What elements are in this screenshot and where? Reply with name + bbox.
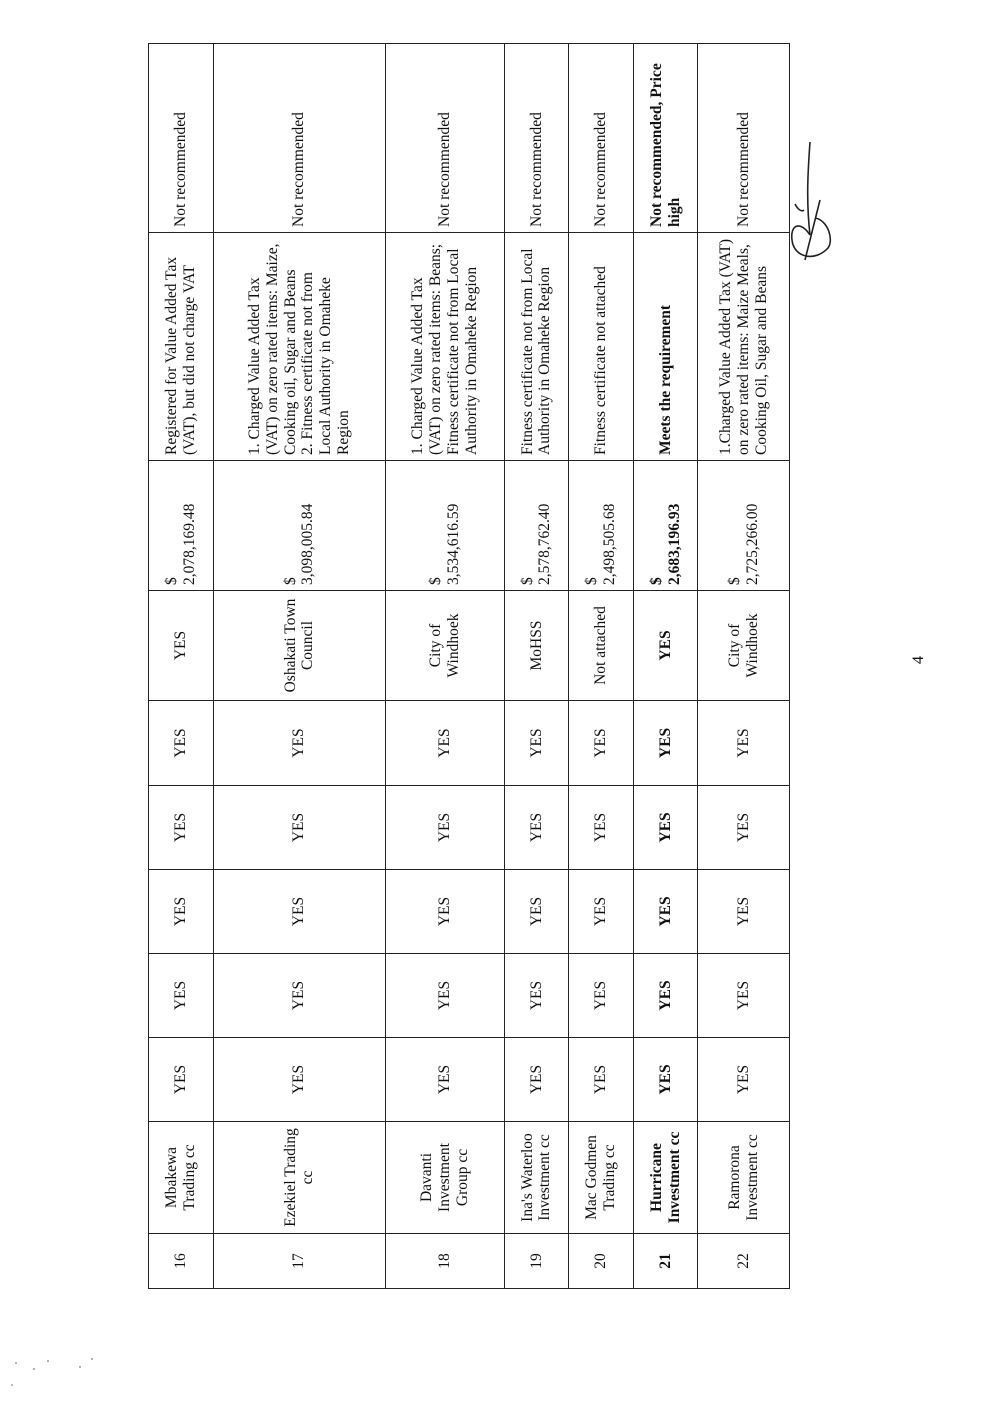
recommendation-cell: Not recommended	[504, 44, 569, 233]
bid-amount-cell	[569, 461, 634, 591]
criterion-5-cell: YES	[504, 701, 569, 786]
criterion-1-cell: YES	[386, 1038, 505, 1122]
table-row	[569, 44, 634, 1289]
company-name-cell: Mbakewa Trading cc	[149, 1122, 214, 1234]
amount-value: 3,098,005.84	[299, 503, 317, 585]
criterion-1-cell: YES	[149, 1038, 214, 1122]
criterion-3-cell: YES	[386, 870, 505, 954]
recommendation-cell: Not recommended	[213, 44, 386, 233]
bid-amount-cell	[633, 461, 698, 591]
bid-evaluation-table	[148, 43, 790, 1289]
recommendation-cell: Not recommended, Price high	[633, 44, 698, 233]
currency-symbol: $	[518, 577, 536, 585]
amount-value: 3,534,616.59	[444, 503, 462, 585]
row-number-cell: 19	[504, 1234, 569, 1289]
remarks-line: 1. Charged Value Added Tax (VAT) on zero rated items: Beans; Fitness certificate not from Local Authority in Omaheke Region	[409, 243, 480, 455]
fitness-certificate-cell: Not attached	[569, 591, 634, 701]
currency-symbol: $	[725, 577, 743, 585]
row-number-cell: 17	[213, 1234, 386, 1289]
company-name-cell: Davanti Investment Group cc	[386, 1122, 505, 1234]
company-name-cell: Ezekiel Trading cc	[213, 1122, 386, 1234]
bid-amount-cell	[149, 461, 214, 591]
remarks-line: Fitness certificate not attached	[592, 266, 610, 455]
remarks-cell	[213, 233, 386, 461]
recommendation-cell: Not recommended	[149, 44, 214, 233]
criterion-3-cell: YES	[149, 870, 214, 954]
row-number-cell: 16	[149, 1234, 214, 1289]
criterion-4-cell: YES	[213, 786, 386, 870]
bid-amount-cell	[698, 461, 790, 591]
criterion-4-cell: YES	[698, 786, 790, 870]
currency-symbol: $	[583, 577, 601, 585]
fitness-certificate-cell: Oshakati Town Council	[213, 591, 386, 701]
criterion-4-cell: YES	[149, 786, 214, 870]
criterion-4-cell: YES	[569, 786, 634, 870]
criterion-5-cell: YES	[149, 701, 214, 786]
row-number-cell: 21	[633, 1234, 698, 1289]
criterion-3-cell: YES	[213, 870, 386, 954]
company-name-cell: Ina's Waterloo Investment cc	[504, 1122, 569, 1234]
criterion-2-cell: YES	[633, 954, 698, 1038]
criterion-4-cell: YES	[386, 786, 505, 870]
scan-specks	[0, 1355, 120, 1405]
remarks-cell	[149, 233, 214, 461]
bid-amount-cell	[386, 461, 505, 591]
amount-value: 2,078,169.48	[180, 503, 198, 585]
recommendation-cell: Not recommended	[386, 44, 505, 233]
table-row	[149, 44, 214, 1289]
criterion-2-cell: YES	[213, 954, 386, 1038]
currency-symbol: $	[162, 577, 180, 585]
fitness-certificate-cell: YES	[149, 591, 214, 701]
remarks-cell	[569, 233, 634, 461]
criterion-3-cell: YES	[569, 870, 634, 954]
criterion-2-cell: YES	[386, 954, 505, 1038]
remarks-line: Meets the requirement	[656, 304, 674, 455]
criterion-1-cell: YES	[504, 1038, 569, 1122]
criterion-5-cell: YES	[633, 701, 698, 786]
criterion-3-cell: YES	[633, 870, 698, 954]
currency-symbol: $	[281, 577, 299, 585]
criterion-5-cell: YES	[213, 701, 386, 786]
remarks-line: 2. Fitness certificate not from Local Authority in Omaheke Region	[299, 272, 352, 455]
recommendation-cell: Not recommended	[569, 44, 634, 233]
rotated-evaluation-table-container	[148, 44, 790, 1289]
criterion-3-cell: YES	[698, 870, 790, 954]
company-name-cell: Hurricane Investment cc	[633, 1122, 698, 1234]
row-number-cell: 20	[569, 1234, 634, 1289]
recommendation-cell: Not recommended	[698, 44, 790, 233]
criterion-5-cell: YES	[569, 701, 634, 786]
currency-symbol: $	[647, 577, 665, 585]
remarks-line: 1.Charged Value Added Tax (VAT) on zero rated items: Maize Meals, Cooking Oil, Sugar and Beans	[716, 238, 770, 455]
page-number: 4	[910, 656, 927, 664]
table-row	[213, 44, 386, 1289]
fitness-certificate-cell: YES	[633, 591, 698, 701]
amount-value: 2,725,266.00	[743, 503, 761, 585]
bid-amount-cell	[213, 461, 386, 591]
currency-symbol: $	[427, 577, 445, 585]
criterion-1-cell: YES	[569, 1038, 634, 1122]
criterion-4-cell: YES	[504, 786, 569, 870]
criterion-2-cell: YES	[504, 954, 569, 1038]
signature-icon	[770, 140, 840, 270]
amount-value: 2,683,196.93	[665, 503, 683, 585]
company-name-cell: Ramorona Investment cc	[698, 1122, 790, 1234]
row-number-cell: 22	[698, 1234, 790, 1289]
criterion-1-cell: YES	[213, 1038, 386, 1122]
remarks-line: Fitness certificate not from Local Authority in Omaheke Region	[518, 248, 554, 455]
fitness-certificate-cell: City of Windhoek	[386, 591, 505, 701]
amount-value: 2,498,505.68	[601, 503, 619, 585]
remarks-cell	[386, 233, 505, 461]
criterion-1-cell: YES	[698, 1038, 790, 1122]
criterion-2-cell: YES	[149, 954, 214, 1038]
fitness-certificate-cell: City of Windhoek	[698, 591, 790, 701]
criterion-1-cell: YES	[633, 1038, 698, 1122]
bid-amount-cell	[504, 461, 569, 591]
fitness-certificate-cell: MoHSS	[504, 591, 569, 701]
criterion-4-cell: YES	[633, 786, 698, 870]
table-row	[504, 44, 569, 1289]
remarks-cell	[504, 233, 569, 461]
remarks-line: Registered for Value Added Tax (VAT), but did not charge VAT	[162, 256, 198, 455]
table-row	[633, 44, 698, 1289]
company-name-cell: Mac Godmen Trading cc	[569, 1122, 634, 1234]
row-number-cell: 18	[386, 1234, 505, 1289]
remarks-cell	[633, 233, 698, 461]
criterion-2-cell: YES	[698, 954, 790, 1038]
amount-value: 2,578,762.40	[536, 503, 554, 585]
criterion-5-cell: YES	[698, 701, 790, 786]
criterion-3-cell: YES	[504, 870, 569, 954]
table-row	[386, 44, 505, 1289]
criterion-2-cell: YES	[569, 954, 634, 1038]
remarks-line: 1. Charged Value Added Tax (VAT) on zero rated items: Maize, Cooking oil, Sugar and Beans	[245, 243, 299, 455]
criterion-5-cell: YES	[386, 701, 505, 786]
